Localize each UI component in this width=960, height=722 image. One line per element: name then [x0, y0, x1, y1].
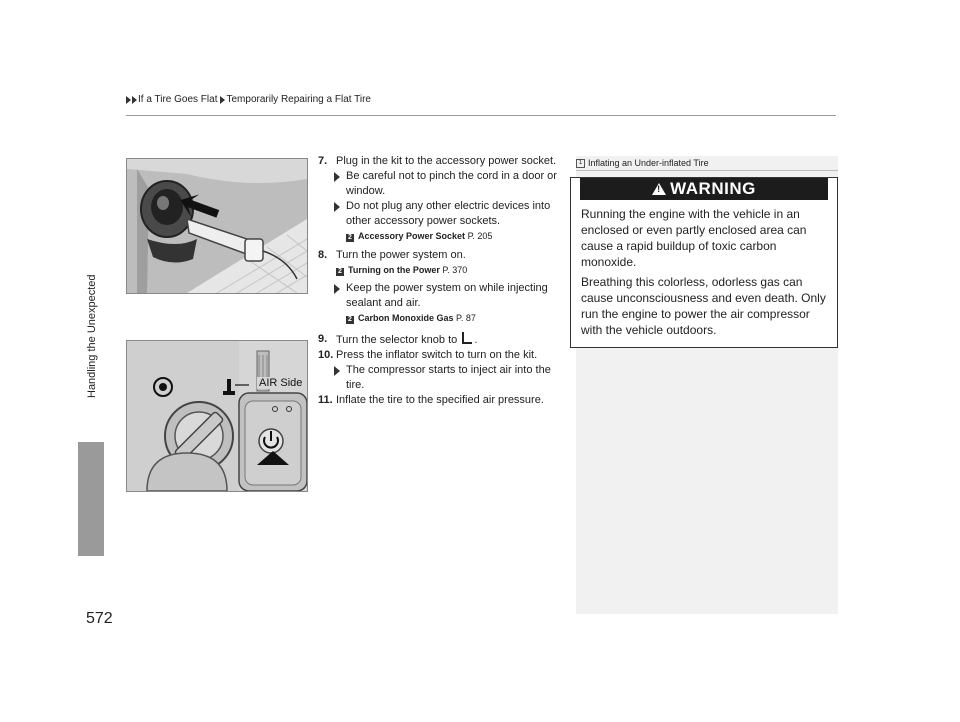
selector-knob-illustration — [126, 340, 308, 492]
accessory-socket-illustration — [126, 158, 308, 294]
step-text: Turn the power system on. — [336, 249, 466, 261]
arrow-right-icon — [334, 366, 340, 376]
step-number: 8. — [318, 249, 328, 261]
header-rule — [126, 115, 836, 116]
step-11 — [318, 393, 568, 408]
warning-paragraph: Running the engine with the vehicle in an enclosed or even partly enclosed area can cause a rapid buildup of toxic carbon monoxide. — [581, 207, 807, 269]
step-7-note-1: Be careful not to pinch the cord in a door or window. — [318, 169, 568, 199]
arrow-right-icon — [334, 172, 340, 182]
step-7 — [318, 154, 568, 169]
sidebar-title: 1 Inflating an Under-inflated Tire — [576, 158, 709, 168]
procedure-steps — [318, 154, 568, 408]
step-text: Plug in the kit to the accessory power socket. — [336, 155, 557, 167]
step-number: 9. — [318, 333, 328, 345]
accessory-socket-drawing — [127, 159, 307, 293]
page-number: 572 — [86, 610, 113, 627]
warning-triangle-icon — [652, 183, 666, 195]
arrow-right-icon — [126, 96, 131, 104]
sidebar-rule — [576, 170, 838, 171]
breadcrumb-item: If a Tire Goes Flat — [138, 94, 218, 105]
air-selector-icon — [462, 332, 472, 344]
cross-reference[interactable]: 2 Turning on the Power P. 370 — [318, 263, 568, 278]
step-text: Inflate the tire to the specified air pressure. — [336, 394, 544, 406]
note-marker-icon: 1 — [576, 159, 585, 168]
step-number: 11. — [318, 394, 333, 406]
cross-reference[interactable]: 2 Accessory Power Socket P. 205 — [318, 229, 568, 244]
breadcrumb-item: Temporarily Repairing a Flat Tire — [226, 94, 371, 105]
cross-reference-icon: 2 — [346, 316, 354, 324]
step-8-note-1: Keep the power system on while injecting sealant and air. — [318, 281, 568, 311]
arrow-right-icon — [334, 284, 340, 294]
warning-paragraph: Breathing this colorless, odorless gas can cause unconsciousness and even death. Only run the engine to power the air compressor with the vehicle outdoors. — [581, 275, 826, 337]
section-side-label: Handling the Unexpected — [86, 274, 98, 398]
breadcrumb — [126, 94, 371, 105]
arrow-right-icon — [132, 96, 137, 104]
arrow-right-icon — [334, 202, 340, 212]
step-7-note-2: Do not plug any other electric devices into other accessory power sockets. — [318, 199, 568, 229]
step-8 — [318, 248, 568, 263]
step-10 — [318, 348, 568, 363]
warning-box — [570, 177, 838, 348]
arrow-right-icon — [220, 96, 225, 104]
cross-reference[interactable]: 2 Carbon Monoxide Gas P. 87 — [318, 311, 568, 326]
step-number: 10. — [318, 349, 334, 361]
step-text: Press the inflator switch to turn on the kit. — [336, 349, 538, 361]
cross-reference-icon: 2 — [336, 268, 344, 276]
warning-header: ! WARNING — [580, 178, 828, 200]
step-10-note-1: The compressor starts to inject air into the tire. — [318, 363, 568, 393]
step-9: 9. Turn the selector knob to . — [318, 333, 478, 346]
selector-knob-drawing — [127, 341, 307, 491]
section-marker-block — [78, 442, 104, 556]
step-number: 7. — [318, 155, 328, 167]
air-side-label: AIR Side — [259, 377, 303, 389]
cross-reference-icon: 2 — [346, 234, 354, 242]
